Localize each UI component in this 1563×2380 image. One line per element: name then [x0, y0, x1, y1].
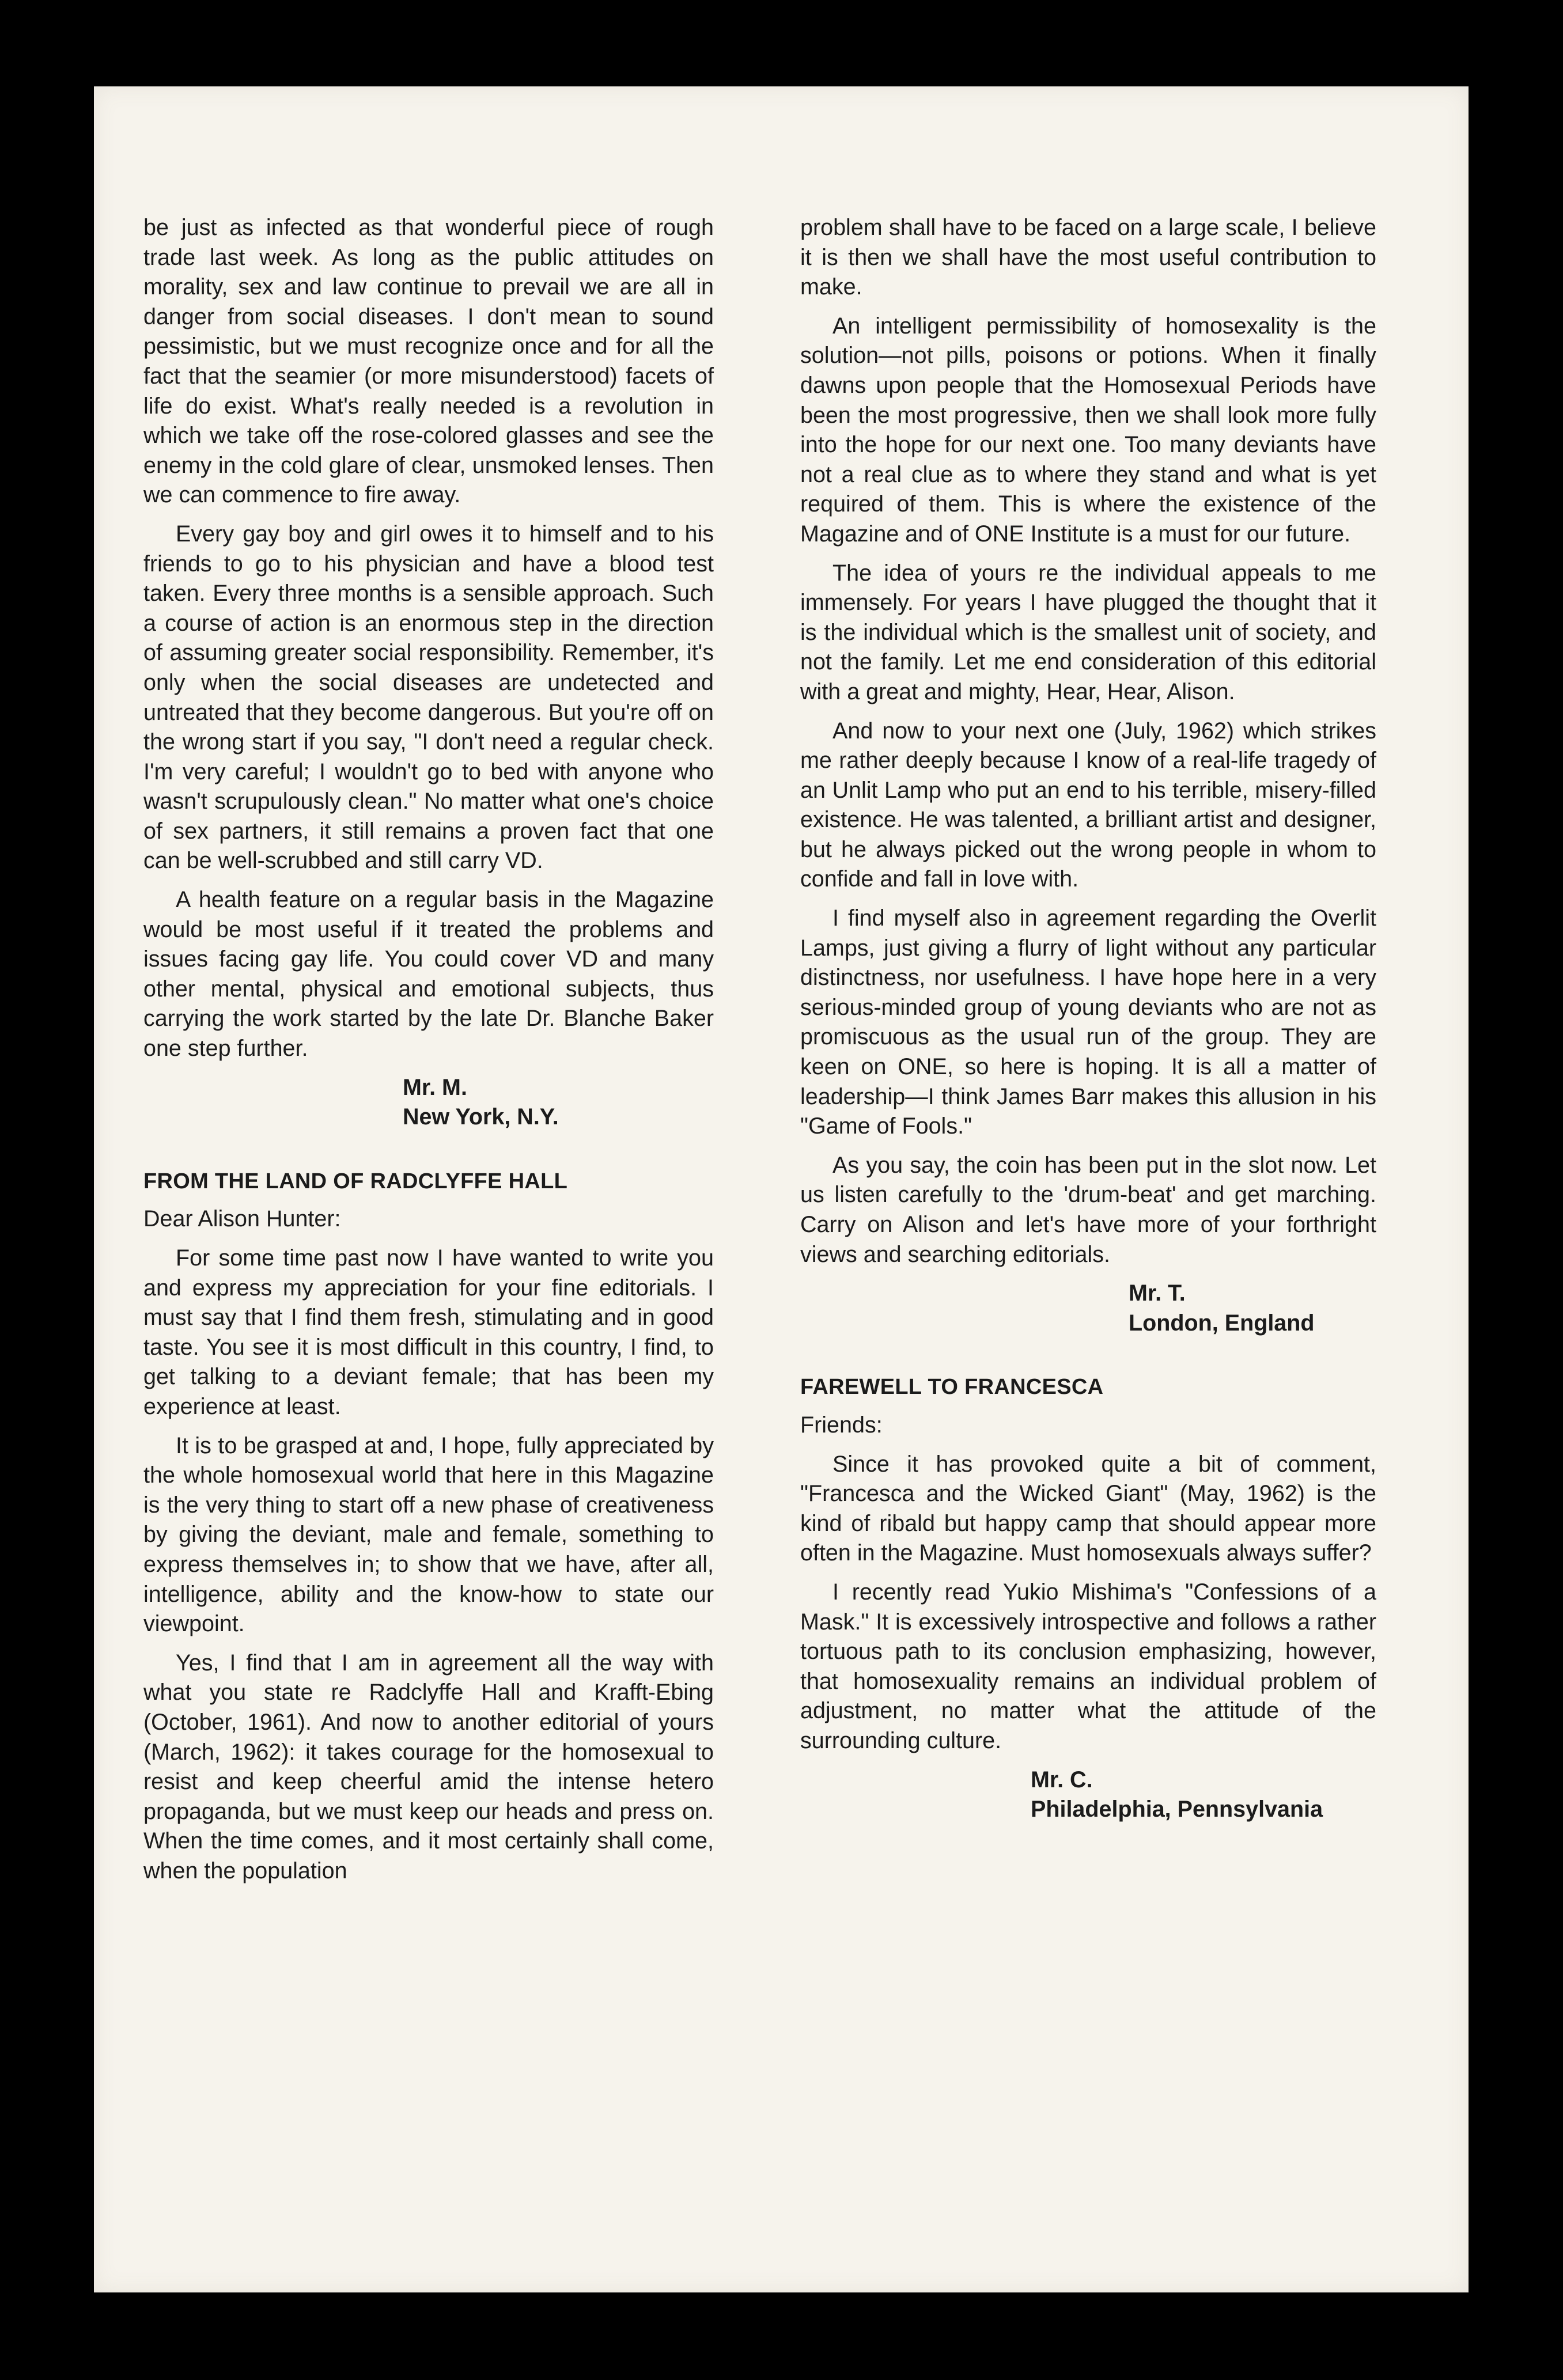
salutation: Dear Alison Hunter: — [143, 1206, 341, 1232]
paragraph: For some time past now I have wanted to write you and express my appreciation for your fine editorials. I must say that I find them fresh, stimulating and in good taste. You see it is most difficult in this country, I find, to get talking to a deviant female; that has been my experience at least. — [143, 1245, 714, 1419]
paragraph: Every gay boy and girl owes it to himself and to his friends to go to his physician and have a blood test taken. Every three months is a sensible approach. Such a course of action is an enormous step in the direction of assuming greater social responsibility. Remember, it's only when the social diseases are undetected and untreated that they become dangerous. But you're off on the wrong start if you say, "I don't need a regular check. I'm very careful; I wouldn't go to bed with anyone who wasn't scrupulously clean." No matter what one's choice of sex partners, it still remains a proven fact that one can be well-scrubbed and still carry VD. — [143, 521, 714, 874]
letter-heading: FAREWELL TO FRANCESCA — [800, 1375, 1104, 1400]
paragraph: problem shall have to be faced on a large scale, I believe it is then we shall have the most useful contribution to make. — [800, 215, 1376, 300]
paragraph: The idea of yours re the individual appeals to me immensely. For years I have plugged the thought that it is the individual which is the smallest unit of society, and not the family. Let me end consideration of this editorial with a great and mighty, Hear, Hear, Alison. — [800, 560, 1376, 704]
letter-heading: FROM THE LAND OF RADCLYFFE HALL — [143, 1169, 568, 1193]
salutation: Friends: — [800, 1412, 883, 1438]
paragraph: And now to your next one (July, 1962) which strikes me rather deeply because I know of a real-life tragedy of an Unlit Lamp who put an end to his terrible, misery-filled existence. He was talented, a brilliant artist and designer, but he always picked out the wrong people in whom to confide and fall in love with. — [800, 718, 1376, 892]
paragraph: I recently read Yukio Mishima's "Confessions of a Mask." It is excessively introspective and follows a rather tortuous path to its conclusion emphasizing, however, that homosexuality remains an individual problem of adjustment, no matter what the attitude of the surrounding culture. — [800, 1579, 1376, 1753]
paragraph: Since it has provoked quite a bit of comment, "Francesca and the Wicked Giant" (May, 1962) is the kind of ribald but happy camp that should appear more often in the Magazine. Must homosexuals always suffer? — [800, 1451, 1376, 1566]
paragraph: It is to be grasped at and, I hope, fully appreciated by the whole homosexual world that here in this Magazine is the very thing to start off a new phase of creativeness by giving the deviant, male and female, something to express themselves in; to show that we have, after all, intelligence, ability and the know-how to state our viewpoint. — [143, 1432, 714, 1637]
paragraph: I find myself also in agreement regarding the Overlit Lamps, just giving a flurry of light without any particular distinctness, nor usefulness. I have hope here in a very serious-minded group of young deviants who are not as promiscuous as the usual run of the group. They are keen on ONE, so here is hoping. It is all a matter of leadership—I think James Barr makes this allusion in his "Game of Fools." — [800, 905, 1376, 1139]
right-column — [800, 213, 1376, 1825]
paragraph: Yes, I find that I am in agreement all the way with what you state re Radclyffe Hall and Krafft-Ebing (October, 1961). And now to another editorial of yours (March, 1962): it takes courage for the homosexual to resist and keep cheerful amid the intense hetero propaganda, but we must keep our heads and press on. When the time comes, and it most certainly shall come, when the population — [143, 1650, 714, 1883]
paragraph: As you say, the coin has been put in the slot now. Let us listen carefully to the 'drum-beat' and get marching. Carry on Alison and let's have more of your forthright views and searching editorials. — [800, 1152, 1376, 1267]
signature-name: Mr. C. — [1031, 1767, 1093, 1792]
signature-name: Mr. M. — [403, 1074, 467, 1100]
signature-place: Philadelphia, Pennsylvania — [1031, 1797, 1323, 1822]
magazine-page — [94, 86, 1469, 2292]
left-column — [143, 213, 714, 1895]
signature-name: Mr. T. — [1129, 1280, 1186, 1306]
signature-place: New York, N.Y. — [403, 1104, 559, 1130]
paragraph: A health feature on a regular basis in the Magazine would be most useful if it treated the problems and issues facing gay life. You could cover VD and many other mental, physical and emotional subjects, thus carrying the work started by the late Dr. Blanche Baker one step further. — [143, 887, 714, 1062]
signature-place: London, England — [1129, 1310, 1315, 1336]
paragraph: be just as infected as that wonderful piece of rough trade last week. As long as the public attitudes on morality, sex and law continue to prevail we are all in danger from social diseases. I don't mean to sound pessimistic, but we must recognize once and for all the fact that the seamier (or more misunderstood) facets of life do exist. What's really needed is a revolution in which we take off the rose-colored glasses and see the enemy in the cold glare of clear, unsmoked lenses. Then we can commence to fire away. — [143, 215, 714, 508]
paragraph: An intelligent permissibility of homosexality is the solution—not pills, poisons or potions. When it finally dawns upon people that the Homosexual Periods have been the most progressive, then we shall look more fully into the hope for our next one. Too many deviants have not a real clue as to where they stand and what is yet required of them. This is where the existence of the Magazine and of ONE Institute is a must for our future. — [800, 313, 1376, 547]
